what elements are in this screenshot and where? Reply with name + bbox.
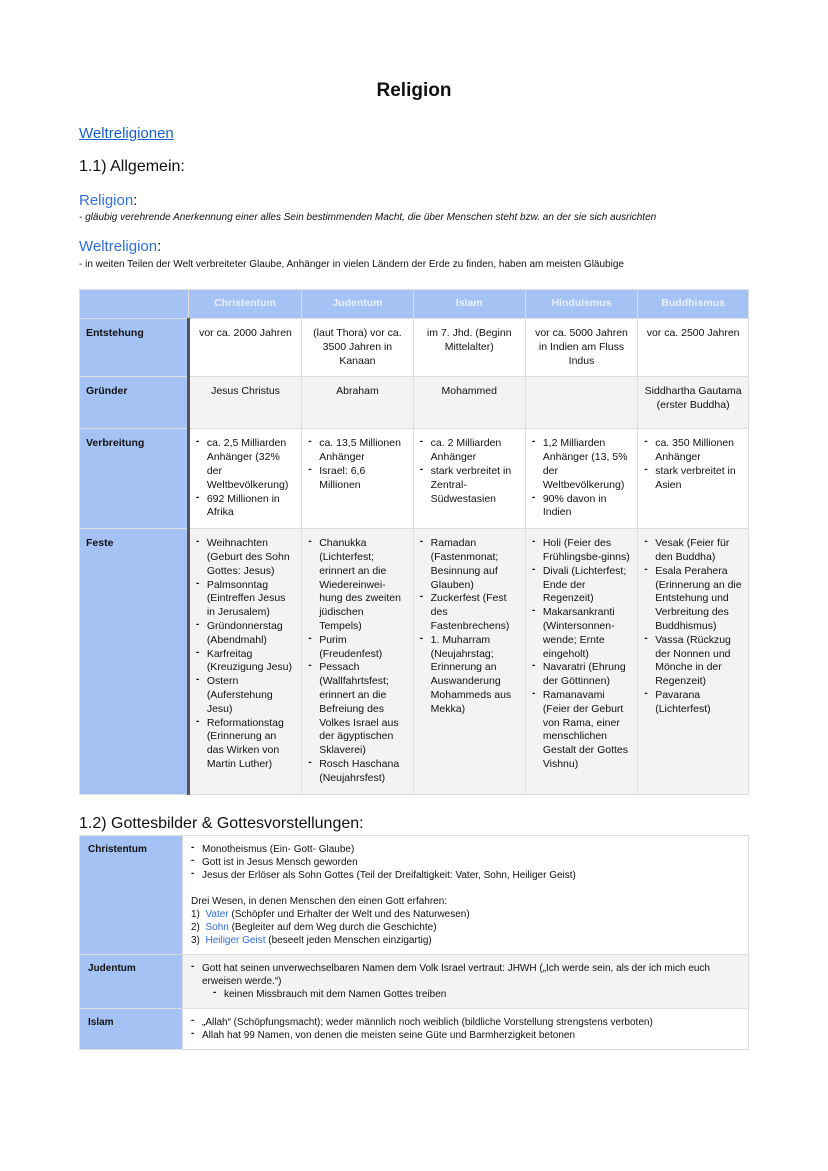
sub-bullet-item: - keinen Missbrauch mit dem Namen Gottes treiben bbox=[213, 988, 740, 1001]
bullet-list bbox=[196, 437, 295, 520]
cell: vor ca. 2000 Jahren bbox=[188, 319, 301, 377]
cell: im 7. Jhd. (Beginn Mittelalter) bbox=[413, 319, 525, 377]
bullet-item: - Zuckerfest (Fest des Fastenbrechens) bbox=[420, 592, 519, 633]
header-judentum: Judentum bbox=[302, 290, 413, 319]
bullet-list bbox=[420, 537, 519, 716]
cell: Abraham bbox=[302, 377, 413, 429]
page-title: Religion bbox=[376, 80, 452, 101]
bullet-item: - Ramadan (Fastenmonat; Besinnung auf Glauben) bbox=[420, 537, 519, 592]
bullet-item: - Gott ist in Jesus Mensch geworden bbox=[191, 856, 740, 869]
bullet-item: - „Allah“ (Schöpfungsmacht); weder männlich noch weiblich (bildliche Vorstellung strengstens verboten) bbox=[191, 1016, 740, 1029]
cell bbox=[525, 529, 637, 794]
bullet-item: - ca. 2,5 Milliarden Anhänger (32% der Weltbevölkerung) bbox=[196, 437, 295, 492]
cell: Siddhartha Gautama (erster Buddha) bbox=[638, 377, 749, 429]
wesen-name: Sohn bbox=[205, 922, 229, 933]
bullet-list bbox=[196, 537, 295, 772]
bullet-item: - Gründonnerstag (Abendmahl) bbox=[196, 620, 295, 648]
bullet-list bbox=[532, 537, 631, 772]
term-weltreligion-label: Weltreligion bbox=[79, 238, 158, 255]
cell bbox=[413, 529, 525, 794]
bullet-item: - Navaratri (Ehrung der Göttinnen) bbox=[532, 661, 631, 689]
bullet-item: - Reformationstag (Erinnerung an das Wirken von Martin Luther) bbox=[196, 717, 295, 772]
weltreligionen-link[interactable]: Weltreligionen bbox=[79, 125, 174, 142]
colon: : bbox=[157, 238, 162, 255]
bullet-list bbox=[644, 537, 742, 716]
cell bbox=[302, 429, 413, 529]
row-label: Verbreitung bbox=[80, 429, 189, 529]
wesen-name: Vater bbox=[205, 909, 229, 920]
bullet-item: - 90% davon in Indien bbox=[532, 493, 631, 521]
bullet-list bbox=[532, 437, 631, 520]
row-feste bbox=[80, 529, 749, 794]
row-verbreitung bbox=[80, 429, 749, 529]
row-label: Islam bbox=[80, 1009, 183, 1050]
bullet-item: - Israel: 6,6 Millionen bbox=[308, 465, 406, 493]
cell bbox=[525, 377, 637, 429]
number: 1) bbox=[191, 909, 200, 920]
wesen-desc: (Begleiter auf dem Weg durch die Geschichte) bbox=[228, 922, 437, 933]
corner-cell bbox=[80, 290, 189, 319]
bullet-item: - Gott hat seinen unverwechselbaren Namen dem Volk Israel vertraut: JHWH („Ich werde sein, als der ich mich euch erweisen werde.“) bbox=[191, 962, 740, 988]
wesen-item bbox=[191, 908, 740, 921]
gottesbilder-table bbox=[79, 835, 749, 1050]
cell bbox=[413, 429, 525, 529]
cell: Jesus Christus bbox=[188, 377, 301, 429]
number: 2) bbox=[191, 922, 200, 933]
row-entstehung bbox=[80, 319, 749, 377]
bullet-item: - Ramanavami (Feier der Geburt von Rama, einer menschlichen Gestalt der Gottes Vishnu) bbox=[532, 689, 631, 772]
bullet-item: - Makarsankranti (Wintersonnen-wende; Ernte eingeholt) bbox=[532, 606, 631, 661]
bullet-item: - 692 Millionen in Afrika bbox=[196, 493, 295, 521]
bullet-item: - stark verbreitet in Zentral-Südwestasien bbox=[420, 465, 519, 506]
bullet-item: - Vesak (Feier für den Buddha) bbox=[644, 537, 742, 565]
world-religions-table bbox=[79, 289, 749, 795]
header-islam: Islam bbox=[413, 290, 525, 319]
header-christentum: Christentum bbox=[188, 290, 301, 319]
bullet-list bbox=[420, 437, 519, 506]
bullet-item: - Jesus der Erlöser als Sohn Gottes (Teil der Dreifaltigkeit: Vater, Sohn, Heiliger Geist) bbox=[191, 869, 740, 882]
term-religion-label: Religion bbox=[79, 192, 134, 209]
cell bbox=[525, 429, 637, 529]
row-gruender bbox=[80, 377, 749, 429]
wesen-name: Heiliger Geist bbox=[205, 935, 266, 946]
cell bbox=[188, 529, 301, 794]
row-christentum bbox=[80, 836, 749, 955]
row-islam bbox=[80, 1009, 749, 1050]
bullet-item: - Monotheismus (Ein- Gott- Glaube) bbox=[191, 843, 740, 856]
bullet-item: - Vassa (Rückzug der Nonnen und Mönche in der Regenzeit) bbox=[644, 634, 742, 689]
bullet-item: - 1. Muharram (Neujahrstag; Erinnerung an Auswanderung Mohammeds aus Mekka) bbox=[420, 634, 519, 717]
wesen-desc: (beseelt jeden Menschen einzigartig) bbox=[265, 935, 432, 946]
row-label: Christentum bbox=[80, 836, 183, 955]
wesen-intro: Drei Wesen, in denen Menschen den einen Gott erfahren: bbox=[191, 896, 448, 907]
wesen-item bbox=[191, 934, 740, 947]
row-judentum bbox=[80, 955, 749, 1009]
wesen-item bbox=[191, 921, 740, 934]
cell: Mohammed bbox=[413, 377, 525, 429]
cell: (laut Thora) vor ca. 3500 Jahren in Kanaan bbox=[302, 319, 413, 377]
term-weltreligion bbox=[79, 238, 161, 255]
bullet-item: - Pavarana (Lichterfest) bbox=[644, 689, 742, 717]
row-label: Judentum bbox=[80, 955, 183, 1009]
bullet-item: - stark verbreitet in Asien bbox=[644, 465, 742, 493]
bullet-item: - Esala Perahera (Erinnerung an die Entstehung und Verbreitung des Buddhismus) bbox=[644, 565, 742, 634]
cell: vor ca. 2500 Jahren bbox=[638, 319, 749, 377]
cell bbox=[302, 529, 413, 794]
cell bbox=[183, 1009, 749, 1050]
header-hinduismus: Hinduismus bbox=[525, 290, 637, 319]
cell bbox=[183, 955, 749, 1009]
bullet-list bbox=[191, 843, 740, 882]
colon: : bbox=[133, 192, 138, 209]
bullet-list bbox=[308, 537, 406, 785]
bullet-item: - ca. 2 Milliarden Anhänger bbox=[420, 437, 519, 465]
header-row bbox=[80, 290, 749, 319]
bullet-item: - Pessach (Wallfahrtsfest; erinnert an die Befreiung des Volkes Israel aus der ägyptischen Sklaverei) bbox=[308, 661, 406, 758]
wesen-desc: (Schöpfer und Erhalter der Welt und des Naturwesen) bbox=[228, 909, 470, 920]
cell bbox=[188, 429, 301, 529]
cell bbox=[638, 429, 749, 529]
bullet-item: - Palmsonntag (Eintreffen Jesus in Jerusalem) bbox=[196, 579, 295, 620]
bullet-list bbox=[308, 437, 406, 492]
term-religion bbox=[79, 192, 137, 209]
bullet-item: - Ostern (Auferstehung Jesu) bbox=[196, 675, 295, 716]
bullet-list bbox=[644, 437, 742, 492]
row-label: Feste bbox=[80, 529, 189, 794]
bullet-item: - ca. 13,5 Millionen Anhänger bbox=[308, 437, 406, 465]
cell bbox=[183, 836, 749, 955]
bullet-item: - Purim (Freudenfest) bbox=[308, 634, 406, 662]
cell: vor ca. 5000 Jahren in Indien am Fluss Indus bbox=[525, 319, 637, 377]
header-buddhismus: Buddhismus bbox=[638, 290, 749, 319]
number: 3) bbox=[191, 935, 200, 946]
bullet-item: - Allah hat 99 Namen, von denen die meisten seine Güte und Barmherzigkeit betonen bbox=[191, 1029, 740, 1042]
cell bbox=[638, 529, 749, 794]
definition-weltreligion: - in weiten Teilen der Welt verbreiteter Glaube, Anhänger in vielen Ländern der Erde zu finden, haben am meisten Gläubige bbox=[79, 259, 624, 270]
bullet-item: - Weihnachten (Geburt des Sohn Gottes: Jesus) bbox=[196, 537, 295, 578]
bullet-item: - ca. 350 Millionen Anhänger bbox=[644, 437, 742, 465]
bullet-item: - Karfreitag (Kreuzigung Jesu) bbox=[196, 648, 295, 676]
bullet-item: - Holi (Feier des Frühlingsbe-ginns) bbox=[532, 537, 631, 565]
definition-religion: - gläubig verehrende Anerkennung einer alles Sein bestimmenden Macht, die über Menschen steht bzw. an der sie sich ausrichten bbox=[79, 212, 657, 223]
section-heading-allgemein: 1.1) Allgemein: bbox=[79, 158, 185, 175]
bullet-item: - Rosch Haschana (Neujahrsfest) bbox=[308, 758, 406, 786]
row-label: Entstehung bbox=[80, 319, 189, 377]
bullet-item: - 1,2 Milliarden Anhänger (13, 5% der Weltbevölkerung) bbox=[532, 437, 631, 492]
bullet-item: - Chanukka (Lichterfest; erinnert an die Wiedereinwei-hung des zweiten jüdischen Tempels) bbox=[308, 537, 406, 634]
row-label: Gründer bbox=[80, 377, 189, 429]
section-heading-gottesbilder: 1.2) Gottesbilder & Gottesvorstellungen: bbox=[79, 815, 364, 832]
bullet-item: - Divali (Lichterfest; Ende der Regenzeit) bbox=[532, 565, 631, 606]
bullet-list bbox=[191, 1016, 740, 1042]
